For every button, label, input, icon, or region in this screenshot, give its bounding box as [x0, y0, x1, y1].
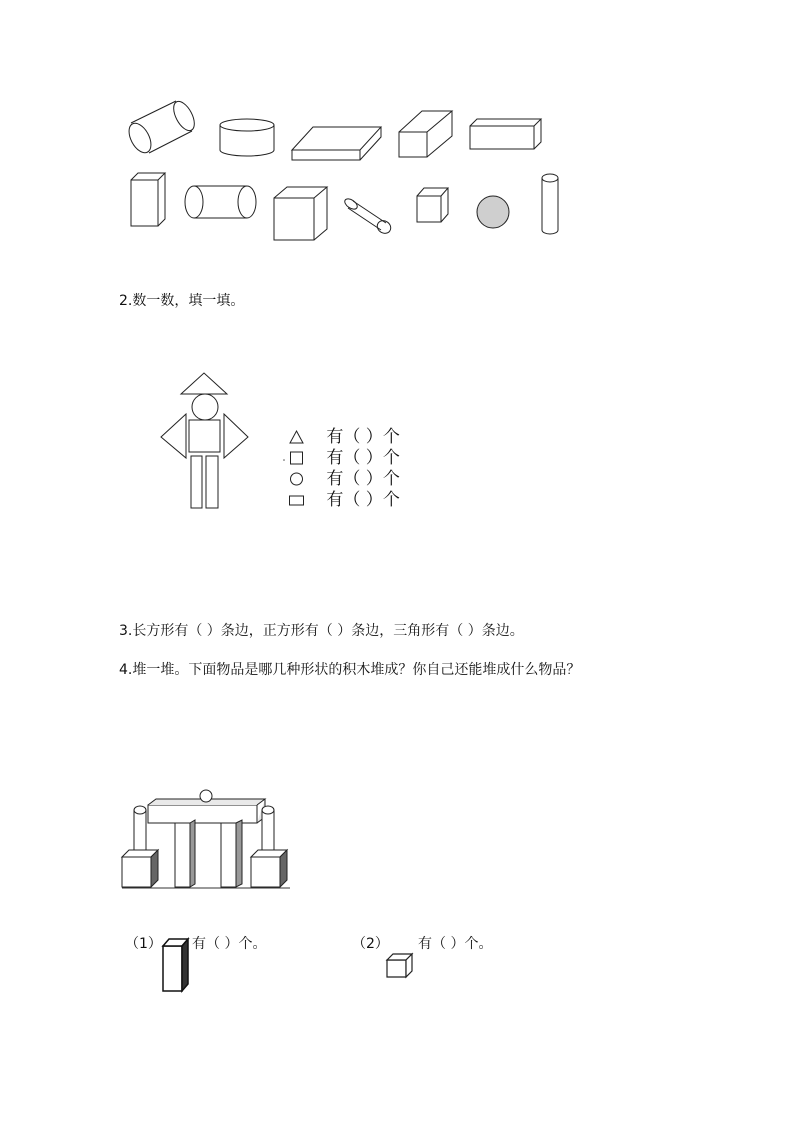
count-unit: 个 [382, 490, 400, 510]
cuboid-icon [160, 936, 190, 994]
count-unit: 个 [382, 448, 400, 468]
count-unit: 个 [382, 469, 400, 489]
cube-icon [386, 953, 416, 979]
q4-title: 4.堆一堆。下面物品是哪几种形状的积木堆成？你自己还能堆成什么物品？ [119, 662, 581, 678]
count-label: 有 [326, 469, 344, 489]
count-label: 有 [326, 448, 344, 468]
q4-part-2 [352, 933, 389, 953]
q4-part-2-text: 有（ ）个。 [418, 936, 493, 952]
count-blank[interactable]: （ ） [343, 427, 383, 447]
part-number: （2） [352, 936, 389, 952]
part-number: （1） [125, 936, 162, 952]
q3-text: 3.长方形有（ ）条边，正方形有（ ）条边，三角形有（ ）条边。 [119, 623, 524, 639]
q4-part-1 [125, 933, 162, 953]
count-label: 有 [326, 427, 344, 447]
count-blank[interactable]: （ ） [343, 448, 383, 468]
count-label: 有 [326, 490, 344, 510]
count-blank[interactable]: （ ） [343, 469, 383, 489]
count-unit: 个 [382, 427, 400, 447]
count-blank[interactable]: （ ） [343, 490, 383, 510]
q4-part-1-text: 有（ ）个。 [192, 936, 267, 952]
q2-title: 2.数一数，填一填。 [119, 293, 245, 309]
